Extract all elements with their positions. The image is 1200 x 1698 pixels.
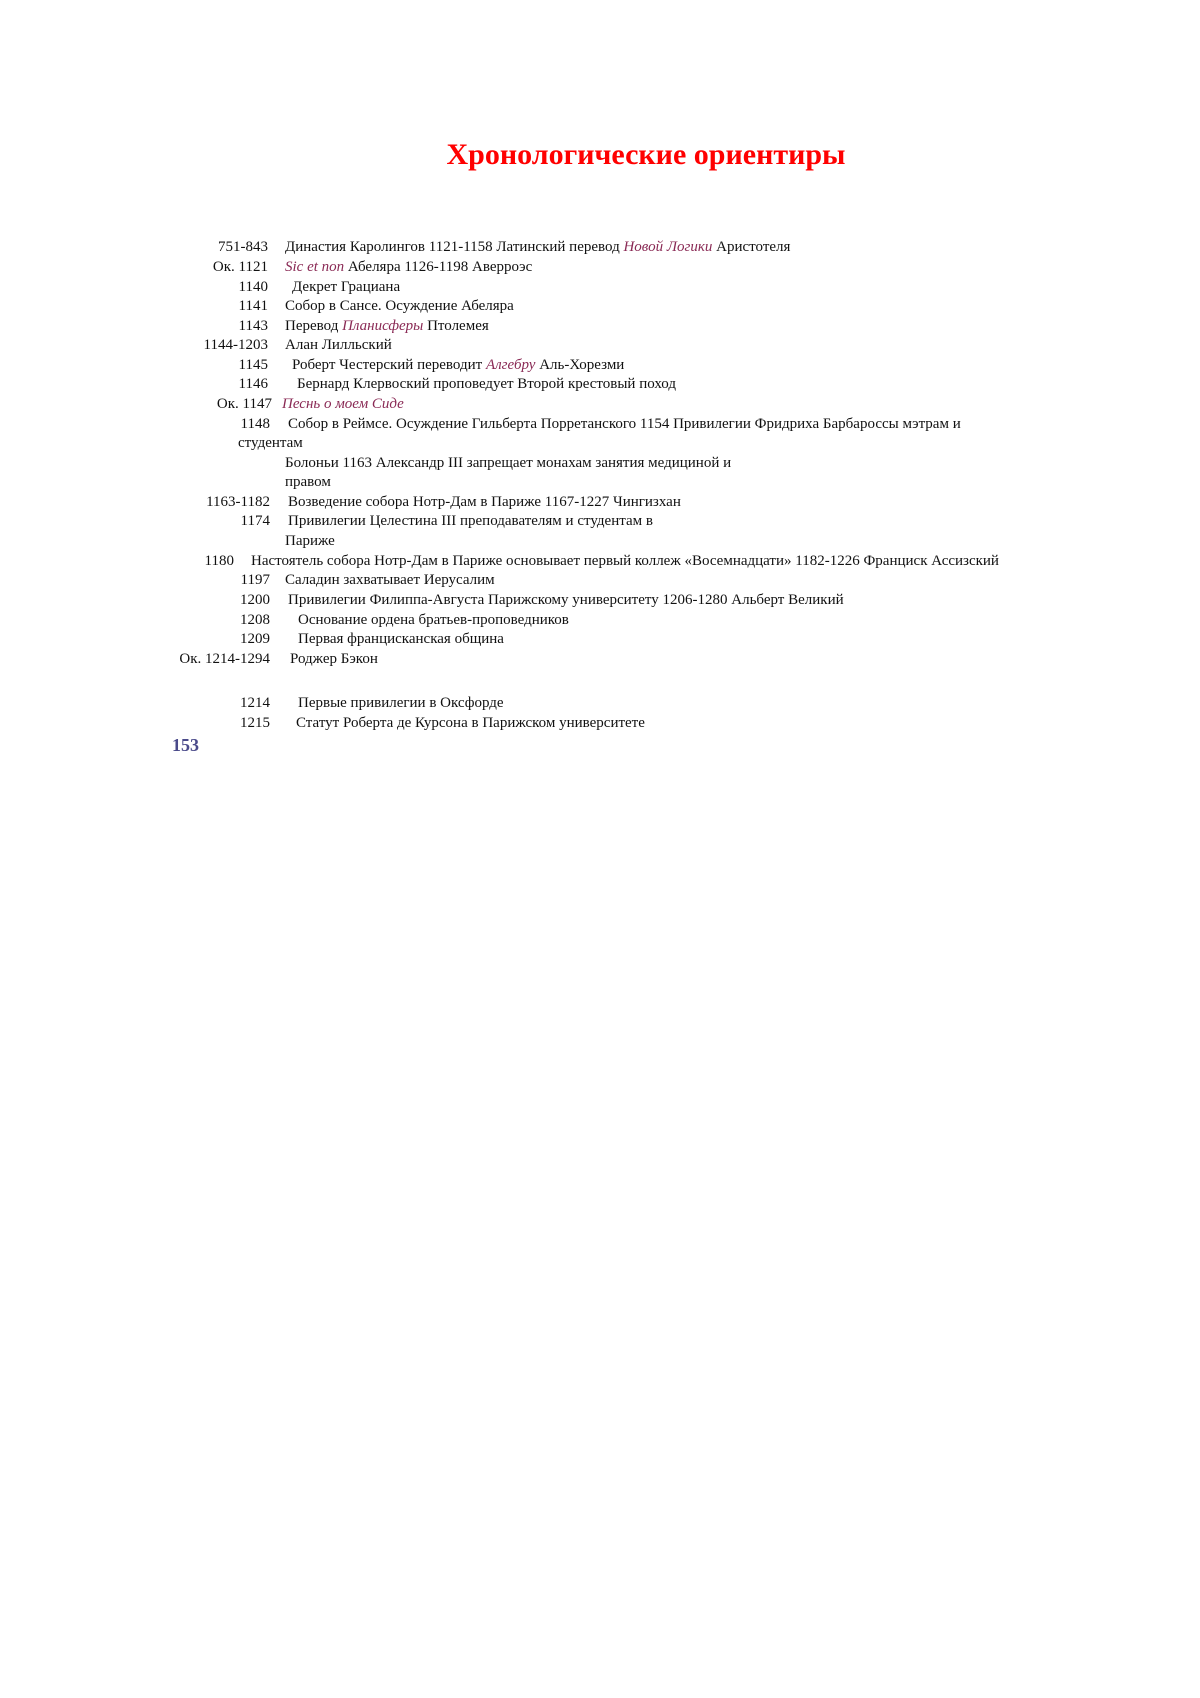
entry-date: 1214: [240, 695, 270, 711]
entry-text-segment: Болоньи 1163 Александр III запрещает монахам занятия медициной и: [285, 455, 732, 471]
entry-date: 1143: [238, 318, 268, 334]
entry-text: [298, 611, 569, 629]
entry-text-segment: Птолемея: [423, 318, 489, 334]
entry-text: [282, 395, 404, 413]
entry-text-continuation: [285, 473, 331, 491]
entry-text: [292, 278, 400, 296]
entry-date: 1209: [240, 631, 270, 647]
entry-text-segment: Декрет Грациана: [292, 279, 401, 295]
entry-text-segment: Саладин захватывает Иерусалим: [285, 572, 495, 588]
entry-text-segment: Настоятель собора Нотр-Дам в Париже основывает первый коллеж «Восемнадцати» 1182-1226 Франциск Ассизский: [251, 553, 999, 569]
entry-date: 1145: [238, 357, 268, 373]
work-title: Sic et non: [285, 259, 345, 275]
entry-text: [298, 694, 504, 712]
entry-date: 1148: [240, 416, 270, 432]
entry-text: [251, 552, 999, 570]
entry-date: 1146: [238, 376, 268, 392]
entry-date: 1208: [240, 612, 270, 628]
entry-text: [296, 714, 645, 732]
entry-text: [288, 415, 961, 433]
entry-text-segment: Статут Роберта де Курсона в Парижском университете: [296, 715, 645, 731]
entry-text: [285, 238, 790, 256]
entry-text: [285, 317, 489, 335]
entry-text-segment: Первые привилегии в Оксфорде: [298, 695, 504, 711]
entry-text-segment: Роджер Бэкон: [290, 651, 378, 667]
entry-text-segment: Аристотеля: [712, 239, 791, 255]
entry-date: 1174: [240, 513, 270, 529]
entry-text-segment: Абеляра 1126-1198 Аверроэс: [344, 259, 533, 275]
entry-text: [288, 591, 844, 609]
entry-text-segment: Собор в Сансе. Осуждение Абеляра: [285, 298, 514, 314]
entry-text: [285, 336, 392, 354]
entry-date: 1163-1182: [206, 494, 270, 510]
entry-text: [298, 630, 504, 648]
entry-text-segment: Перевод: [285, 318, 343, 334]
work-title: Новой Логики: [623, 239, 713, 255]
entry-text-segment: Париже: [285, 533, 335, 549]
entry-date: 1141: [238, 298, 268, 314]
entry-date: 1215: [240, 715, 270, 731]
page-number: 153: [172, 735, 199, 755]
entry-text-segment: Привилегии Филиппа-Августа Парижскому университету 1206-1280 Альберт Великий: [288, 592, 844, 608]
entry-text-segment: Основание ордена братьев-проповедников: [298, 612, 569, 628]
entry-text: [285, 258, 532, 276]
entry-date: 1180: [204, 553, 234, 569]
entry-text: [290, 650, 378, 668]
work-title: Алгебру: [485, 357, 536, 373]
entry-text-segment: Алан Лилльский: [285, 337, 392, 353]
entry-text-continuation: [285, 532, 335, 550]
entry-text-continuation: [285, 454, 731, 472]
work-title: Песнь о моем Сиде: [282, 396, 404, 412]
chronology-list: [0, 0, 1200, 800]
entry-text-segment: студентам: [238, 435, 303, 451]
entry-date: Ок. 1147: [216, 396, 272, 412]
entry-text: [288, 493, 681, 511]
entry-text-segment: Первая францисканская община: [298, 631, 504, 647]
work-title: Планисферы: [342, 318, 424, 334]
entry-date: 1200: [240, 592, 270, 608]
entry-date: 1144-1203: [203, 337, 268, 353]
entry-text: [292, 356, 624, 374]
entry-date: 1197: [240, 572, 270, 588]
entry-text-segment: Роберт Честерский переводит: [292, 357, 486, 373]
entry-text: [285, 297, 514, 315]
entry-text: [297, 375, 676, 393]
entry-text-segment: Возведение собора Нотр-Дам в Париже 1167-1227 Чингизхан: [288, 494, 681, 510]
entry-text: [285, 571, 495, 589]
page-title: Хронологические ориентиры: [446, 138, 846, 171]
entry-text-segment: Привилегии Целестина III преподавателям и студентам в: [288, 513, 653, 529]
entry-text-segment: Династия Каролингов 1121-1158 Латинский перевод: [285, 239, 624, 255]
entry-date: Ок. 1121: [212, 259, 268, 275]
entry-text-continuation: [238, 434, 303, 452]
entry-date: Ок. 1214-1294: [179, 651, 270, 667]
entry-text: [288, 512, 653, 530]
entry-date: 751-843: [218, 239, 268, 255]
entry-date: 1140: [238, 279, 268, 295]
entry-text-segment: Собор в Реймсе. Осуждение Гильберта Порретанского 1154 Привилегии Фридриха Барбароссы мэтрам и: [288, 416, 961, 432]
entry-text-segment: Бернард Клервоский проповедует Второй крестовый поход: [297, 376, 676, 392]
entry-text-segment: Аль-Хорезми: [535, 357, 625, 373]
entry-text-segment: правом: [285, 474, 331, 490]
